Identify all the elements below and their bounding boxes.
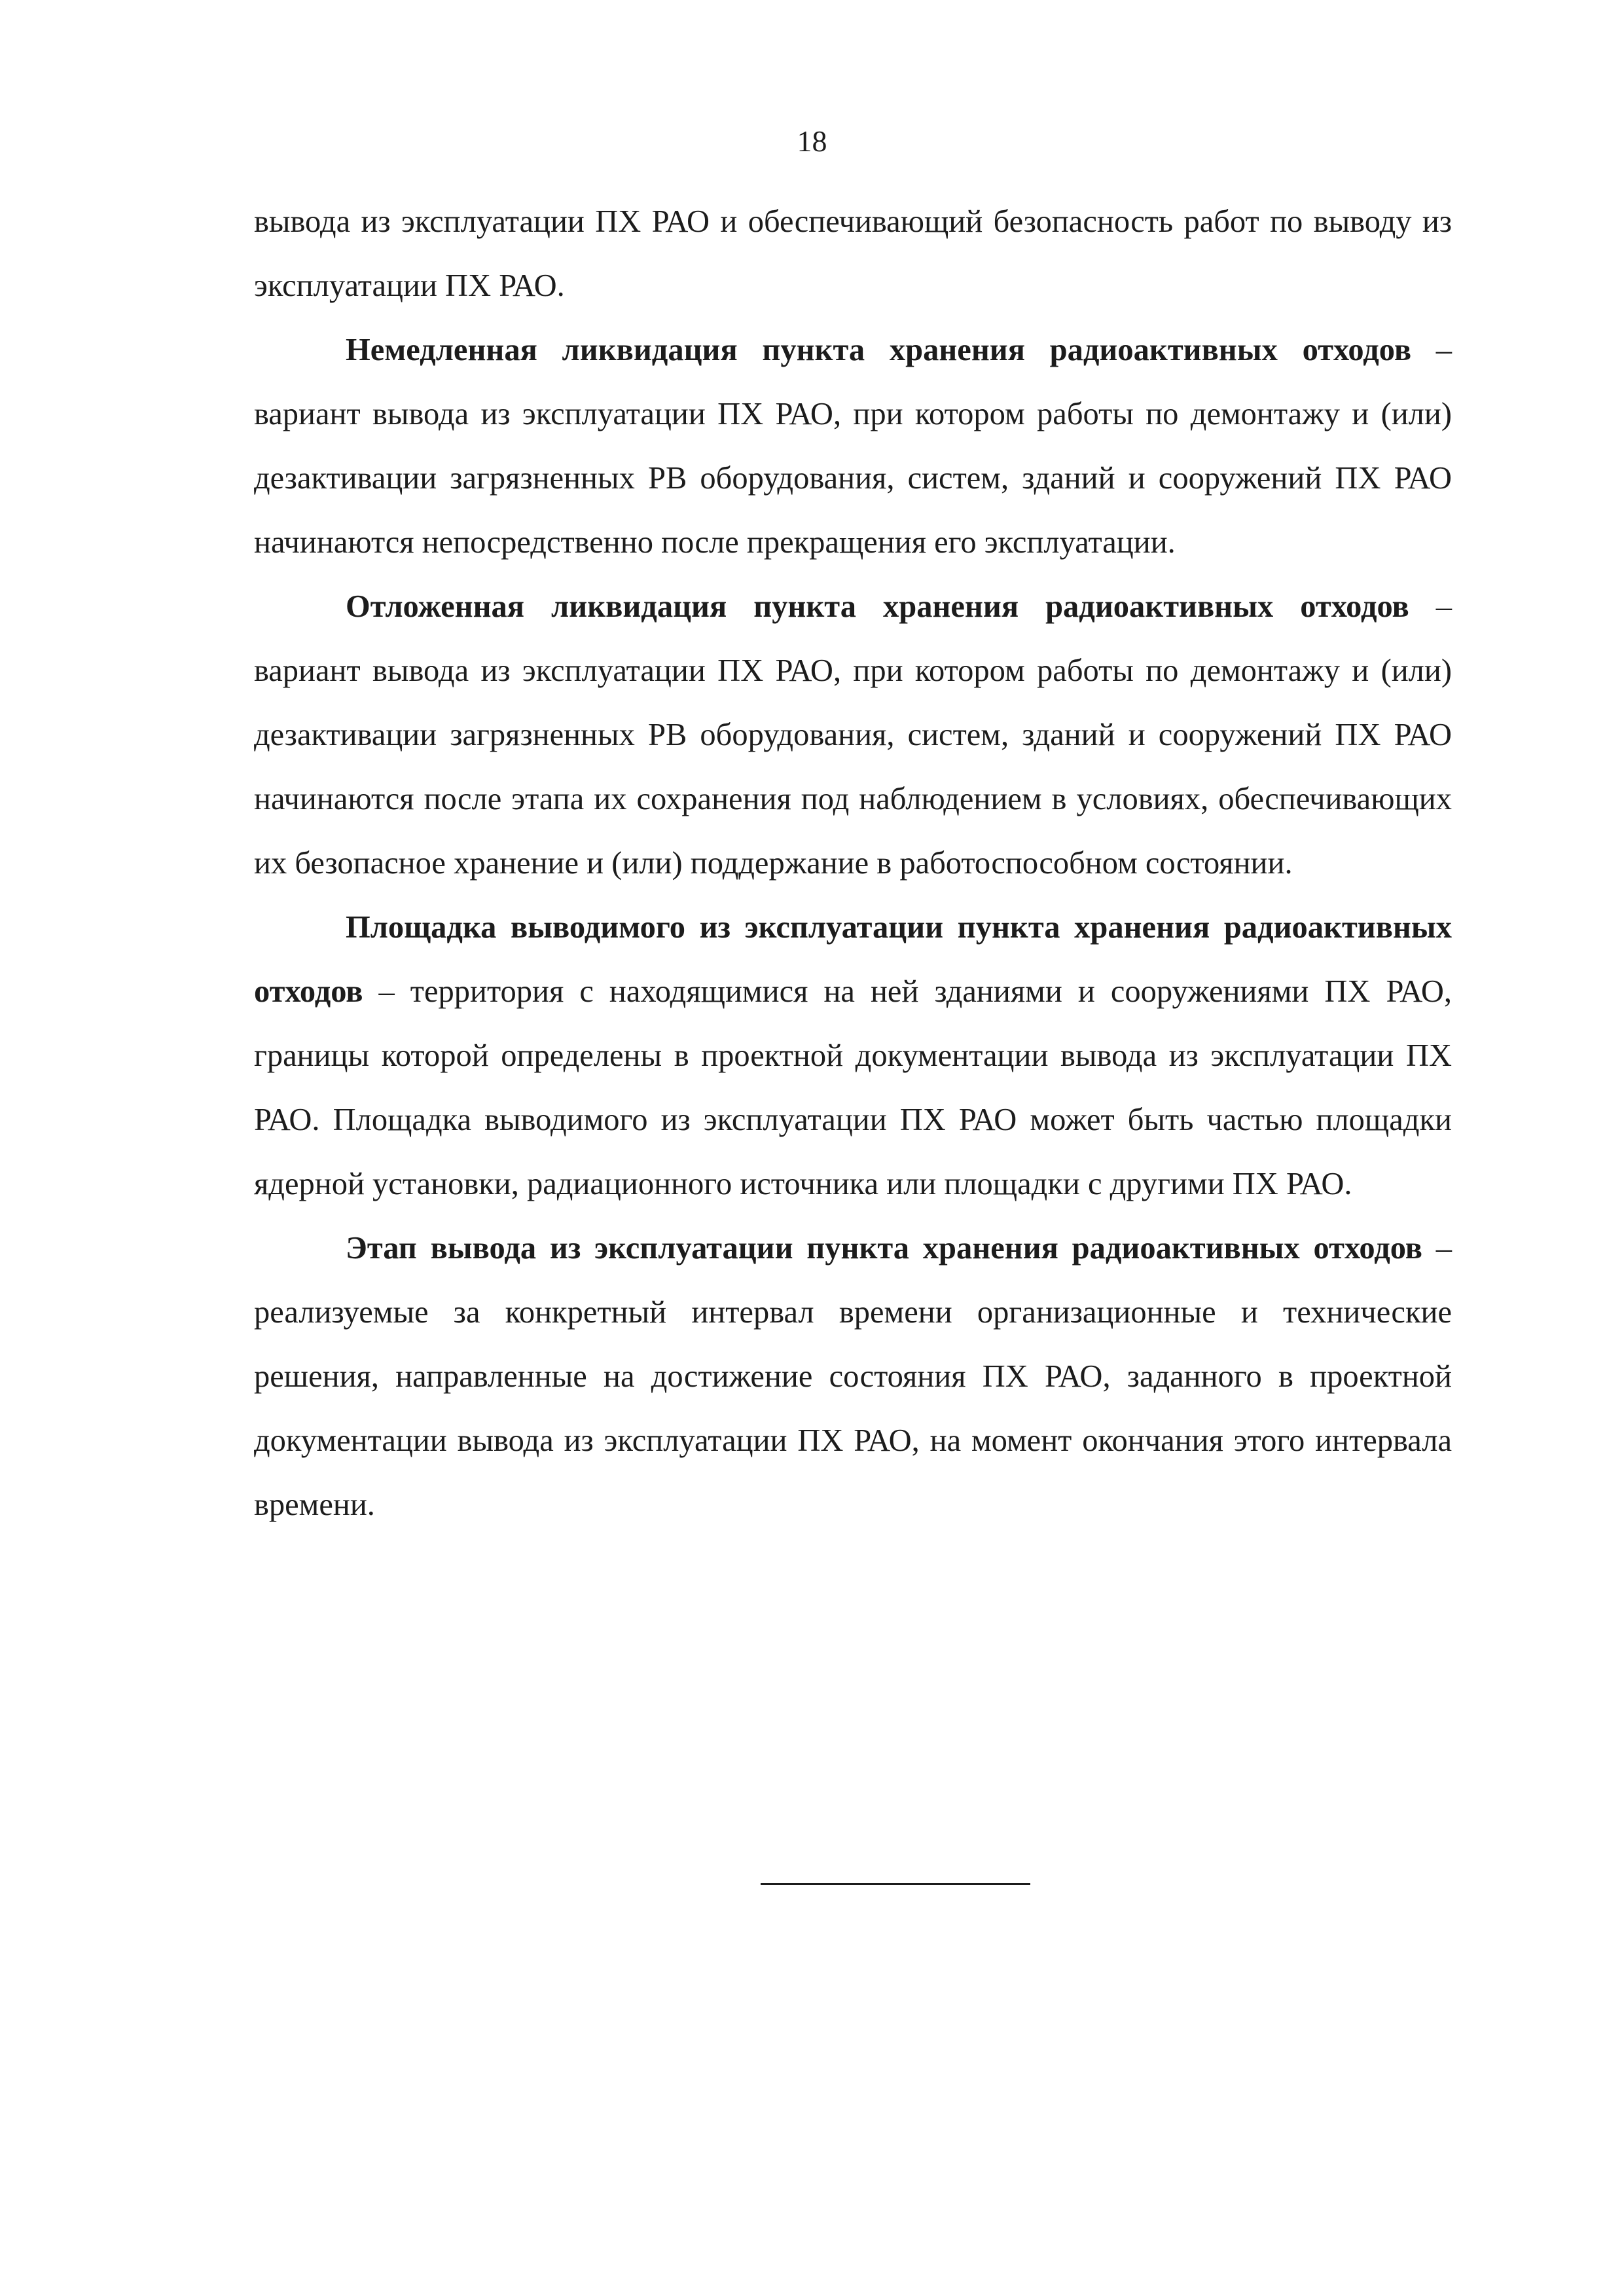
definition-decommissioning-stage [254,1216,1452,1537]
definition-decommissioning-site [254,896,1452,1216]
definition-deferred-liquidation [254,575,1452,896]
closing-rule [761,1883,1030,1885]
document-body [254,190,1452,1537]
definition-text: – территория с находящимися на ней зданиями и сооружениями ПХ РАО, границы которой определены в проектной документации вывода из эксплуатации ПХ РАО. Площадка выводимого из эксплуатации ПХ РАО может быть частью площадки ядерной установки, радиационного источника или площадки с другими ПХ РАО. [254,974,1452,1201]
definition-text: – реализуемые за конкретный интервал времени организационные и технические решения, направленные на достижение состояния ПХ РАО, заданного в проектной документации вывода из эксплуатации ПХ РАО, на момент окончания этого интервала времени. [254,1231,1452,1522]
defined-term: Площадка выводимого из эксплуатации пункта хранения радиоактивных отходов [254,910,1452,1009]
definition-text: – вариант вывода из эксплуатации ПХ РАО, при котором работы по демонтажу и (или) дезактивации загрязненных РВ оборудования, систем, зданий и сооружений ПХ РАО начинаются непосредственно после прекращения его эксплуатации. [254,333,1453,560]
defined-term: Немедленная ликвидация пункта хранения радиоактивных отходов [346,333,1412,367]
definition-immediate-liquidation [254,318,1452,575]
defined-term: Этап вывода из эксплуатации пункта хранения радиоактивных отходов [346,1231,1422,1266]
defined-term: Отложенная ликвидация пункта хранения радиоактивных отходов [346,589,1409,624]
page-number: 18 [797,124,827,158]
definition-text: – вариант вывода из эксплуатации ПХ РАО, при котором работы по демонтажу и (или) дезактивации загрязненных РВ оборудования, систем, зданий и сооружений ПХ РАО начинаются после этапа их сохранения под наблюдением в условиях, обеспечивающих их безопасное хранение и (или) поддержание в работоспособном состоянии. [254,589,1453,881]
continuation-paragraph: вывода из эксплуатации ПХ РАО и обеспечивающий безопасность работ по выводу из эксплуатации ПХ РАО. [254,204,1452,303]
